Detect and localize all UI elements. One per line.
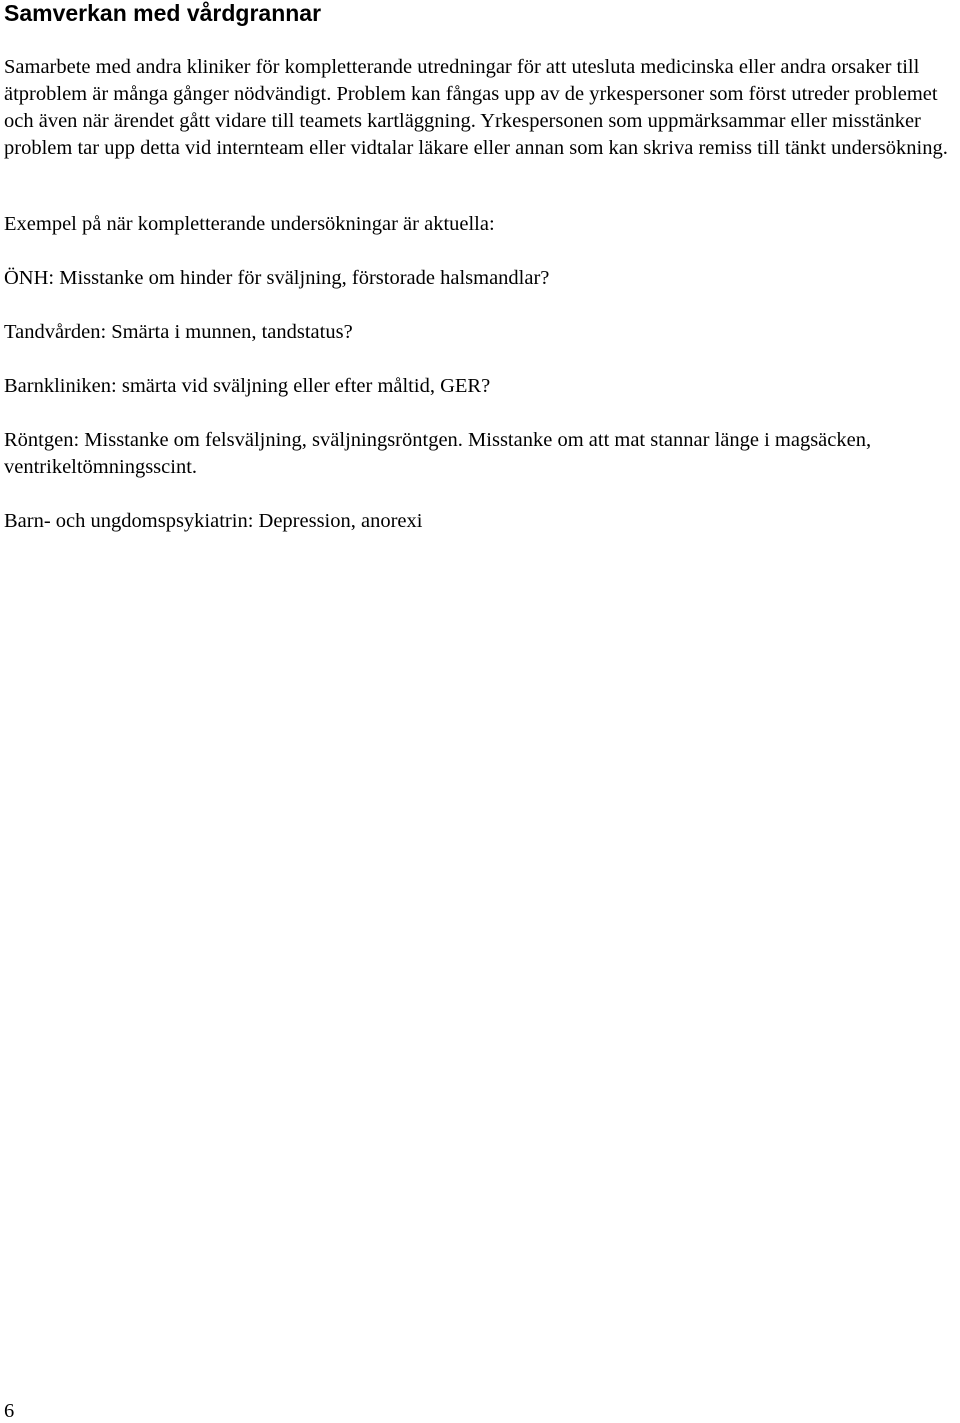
examples-intro: Exempel på när kompletterande undersökningar är aktuella:	[4, 213, 495, 235]
page-number: 6	[4, 1400, 15, 1422]
intro-paragraph: Samarbete med andra kliniker för kompletterande utredningar för att utesluta medicinska eller andra orsaker till ätproblem är många gånger nödvändigt. Problem kan fångas upp av de yrkespersoner som först utreder problemet och även när ärendet gått vidare till teamets kartläggning. Yrkespersonen som uppmärksammar eller misstänker problem tar upp detta vid internteam eller vidtalar läkare eller annan som kan skriva remiss till tänkt undersökning.	[4, 56, 948, 159]
example-item-onh: ÖNH: Misstanke om hinder för sväljning, förstorade halsmandlar?	[4, 267, 550, 289]
example-item-barnkliniken: Barnkliniken: smärta vid sväljning eller efter måltid, GER?	[4, 375, 491, 397]
example-item-tandvarden: Tandvården: Smärta i munnen, tandstatus?	[4, 321, 353, 343]
example-item-rontgen: Röntgen: Misstanke om felsväljning, sväljningsröntgen. Misstanke om att mat stannar länge i magsäcken, ventrikeltömningsscint.	[4, 429, 872, 478]
example-item-bup: Barn- och ungdomspsykiatrin: Depression, anorexi	[4, 510, 423, 532]
section-heading: Samverkan med vårdgrannar	[4, 0, 322, 26]
document-page	[4, 0, 956, 535]
